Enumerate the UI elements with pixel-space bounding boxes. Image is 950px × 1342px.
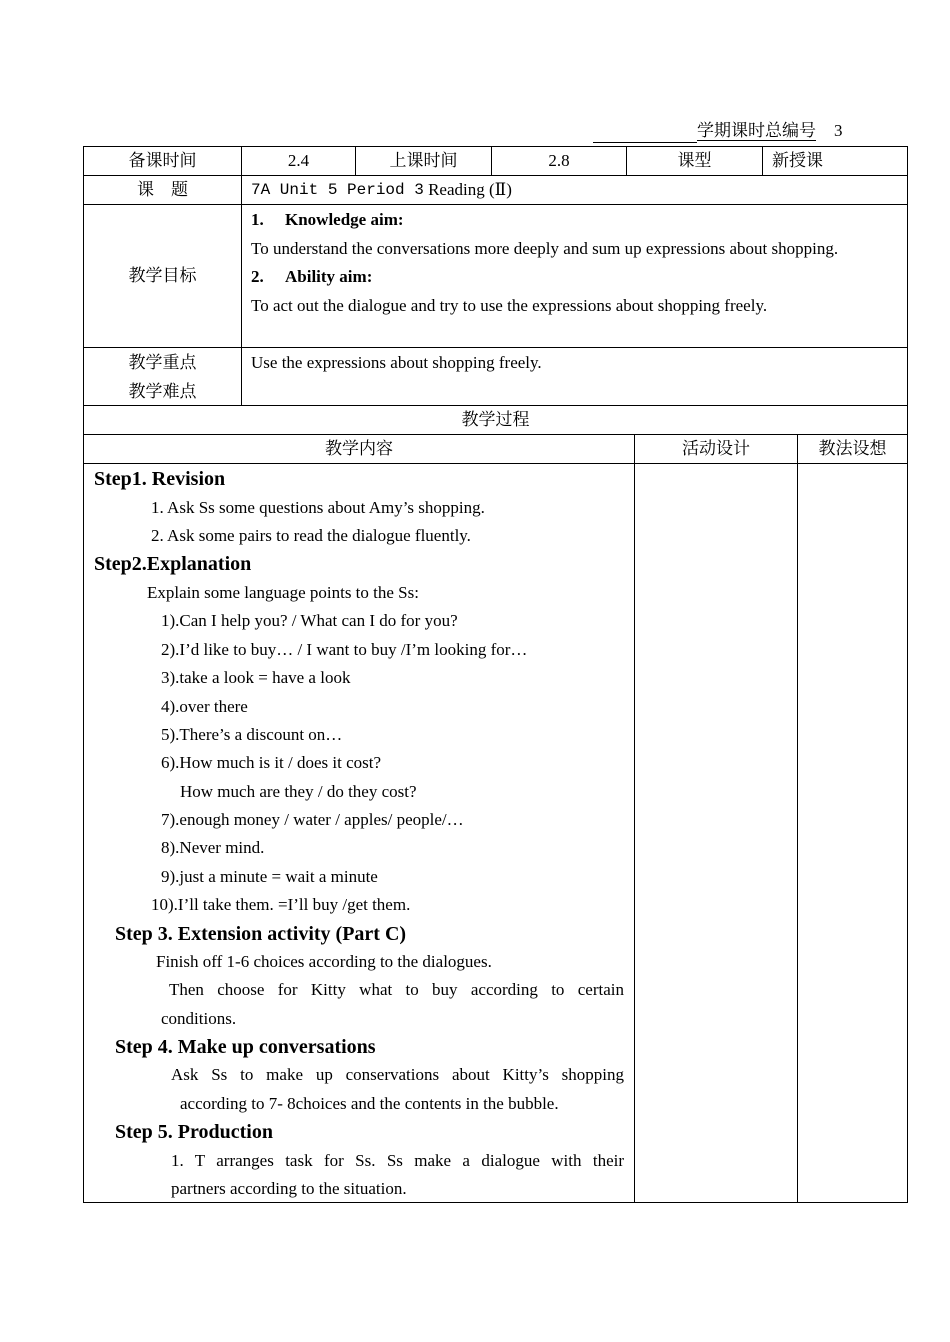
lesson-number-value: 3 [834,121,843,140]
step3-line-3: conditions. [161,1009,237,1028]
topic-label: 课 题 [83,175,242,205]
objectives-content [241,204,908,348]
language-point-9: 9).just a minute = wait a minute [161,867,378,886]
step5-line-2: partners according to the situation. [171,1179,407,1198]
class-time-label: 上课时间 [355,146,492,176]
knowledge-aim-text: To understand the conversations more deeply and sum up expressions about shopping. [251,238,839,258]
teaching-content-cell [83,463,635,1203]
language-point-7: 7).enough money / water / apples/ people/… [161,810,464,829]
language-point-8: 8).Never mind. [161,838,265,857]
step2-intro: Explain some language points to the Ss: [147,583,419,602]
step4-line-1: Ask Ss to make up conservations about Kitty’s shopping [171,1065,624,1084]
process-title: 教学过程 [83,405,908,435]
step5-line-1: 1. T arranges task for Ss. Ss make a dialogue with their [171,1151,624,1170]
language-point-4: 4).over there [161,697,248,716]
lesson-number-header [593,119,861,143]
step5-title: Step 5. Production [115,1121,273,1143]
language-point-3: 3).take a look = have a look [161,668,351,687]
lesson-type-label: 课型 [626,146,763,176]
topic-value [241,175,908,205]
ability-aim-text: To act out the dialogue and try to use the expressions about shopping freely. [251,295,768,315]
class-time-value: 2.8 [491,146,627,176]
lesson-type-value: 新授课 [762,146,908,176]
prep-time-label: 备课时间 [83,146,242,176]
step3-line-2: Then choose for Kitty what to buy according to certain [169,980,624,999]
lesson-number-label: 学期课时总编号 [697,121,816,140]
step2-title: Step2.Explanation [94,553,252,575]
step1-line-2: 2. Ask some pairs to read the dialogue fluently. [151,526,471,545]
teaching-method-cell [797,463,908,1203]
language-point-5: 5).There’s a discount on… [161,725,343,744]
knowledge-aim-heading: 1. Knowledge aim: [251,210,404,229]
step4-title: Step 4. Make up conversations [115,1036,376,1058]
topic-code: 7A Unit 5 Period 3 [251,180,424,199]
focus-labels [83,347,242,406]
column-content-header: 教学内容 [83,434,635,464]
step1-line-1: 1. Ask Ss some questions about Amy’s shopping. [151,498,485,517]
prep-time-value: 2.4 [241,146,356,176]
key-point-label: 教学重点 [128,353,197,372]
step3-title: Step 3. Extension activity (Part C) [115,923,407,945]
step1-title: Step1. Revision [94,468,226,490]
focus-text: Use the expressions about shopping freely. [241,347,908,406]
column-activity-header: 活动设计 [634,434,798,464]
header-blank-line [593,123,697,143]
language-point-2: 2).I’d like to buy… / I want to buy /I’m looking for… [161,640,528,659]
difficult-point-label: 教学难点 [128,381,197,401]
language-point-6: 6).How much is it / does it cost? [161,753,382,772]
ability-aim-heading: 2. Ability aim: [251,267,373,286]
language-point-10: 10).I’ll take them. =I’ll buy /get them. [151,895,411,914]
column-method-header: 教法设想 [797,434,908,464]
activity-design-cell [634,463,798,1203]
step3-line-1: Finish off 1-6 choices according to the dialogues. [156,952,492,971]
objectives-label: 教学目标 [83,204,242,348]
language-point-1: 1).Can I help you? / What can I do for you? [161,611,458,630]
topic-title: Reading (Ⅱ) [428,179,512,199]
step4-line-2: according to 7- 8choices and the contents in the bubble. [180,1094,559,1113]
language-point-6b: How much are they / do they cost? [180,782,417,801]
